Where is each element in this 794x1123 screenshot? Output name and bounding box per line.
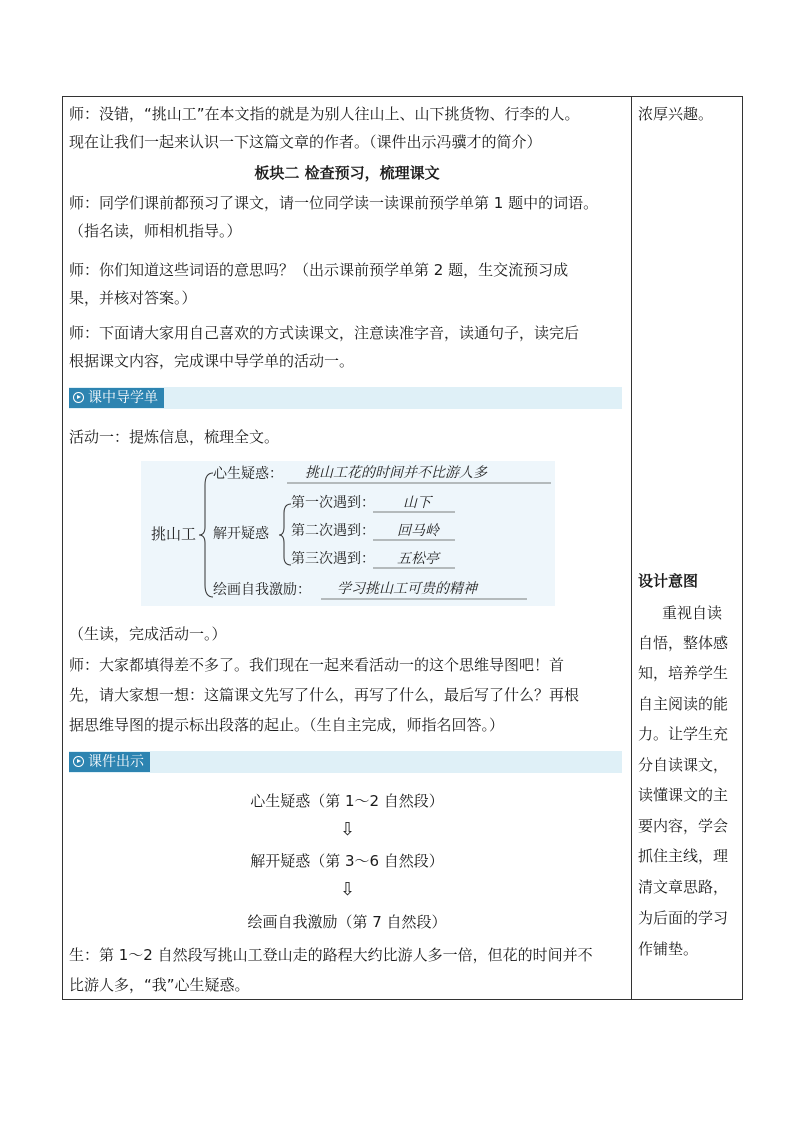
- mind-map: [141, 461, 555, 606]
- section-banner: [69, 387, 622, 409]
- lesson-table: [62, 96, 743, 1000]
- mind-sub-answer: 山下: [403, 495, 431, 511]
- design-line: 抓住主线，理: [638, 847, 729, 865]
- banner-label: 课中导学单: [88, 390, 158, 406]
- paragraph-line: 先，请大家想一想：这篇课文先写了什么，再写了什么，最后写了什么？再根: [69, 686, 580, 704]
- design-line: 重视自读: [662, 604, 723, 622]
- mind-sub-answer: 五松亭: [397, 551, 439, 567]
- paragraph-line: 师：下面请大家用自己喜欢的方式读课文，注意读准字音，读通句子，读完后: [69, 324, 580, 342]
- flow-step: 绘画自我激励（第 7 自然段）: [247, 913, 447, 931]
- design-line: 为后面的学习: [638, 909, 729, 927]
- design-line: 作铺垫。: [638, 940, 699, 958]
- design-line: 读懂课文的主: [638, 786, 729, 804]
- paragraph-line: 生：第 1～2 自然段写挑山工登山走的路程大约比游人多一倍，但花的时间并不: [69, 946, 593, 964]
- design-line: 清文章思路，: [638, 878, 729, 896]
- paragraph-line: 师：大家都填得差不多了。我们现在一起来看活动一的这个思维导图吧！首: [69, 656, 565, 674]
- mind-branch-label: 心生疑惑：: [213, 466, 283, 482]
- design-line: 力。让学生充: [638, 725, 729, 743]
- section-title: 板块二 检查预习，梳理课文: [254, 164, 440, 182]
- paragraph-line: 比游人多，“我”心生疑惑。: [69, 976, 250, 994]
- mind-root: 挑山工: [151, 525, 197, 543]
- design-line: 知，培养学生: [638, 664, 729, 682]
- mind-branch-label: 解开疑惑: [213, 526, 269, 542]
- design-line: 自悟，整体感: [638, 634, 729, 652]
- play-circle-icon: [73, 756, 84, 767]
- activity-title: 活动一：提炼信息，梳理全文。: [69, 428, 280, 446]
- banner-label: 课件出示: [88, 754, 144, 770]
- paragraph-line: 根据课文内容，完成课中导学单的活动一。: [69, 352, 355, 370]
- design-line: 自主阅读的能: [638, 695, 729, 713]
- mind-branch-label: 绘画自我激励：: [213, 582, 311, 598]
- mind-sub-label: 第一次遇到：: [291, 495, 375, 511]
- mind-branch-answer: 学习挑山工可贵的精神: [337, 581, 477, 597]
- mind-branch-answer: 挑山工花的时间并不比游人多: [305, 465, 487, 481]
- paragraph-line: （指名读，师相机指导。）: [69, 222, 242, 240]
- down-arrow-icon: ⇩: [340, 819, 356, 840]
- flow-step: 解开疑惑（第 3～6 自然段）: [250, 852, 444, 870]
- section-banner: [69, 751, 622, 773]
- mind-sub-answer: 回马岭: [397, 523, 439, 539]
- design-column: [632, 97, 744, 999]
- flow-step: 心生疑惑（第 1～2 自然段）: [250, 792, 444, 810]
- paragraph-line: （生读，完成活动一。）: [69, 625, 227, 643]
- banner-tag: [69, 752, 150, 772]
- paragraph-line: 据思维导图的提示标出段落的起止。（生自主完成，师指名回答。）: [69, 716, 505, 734]
- paragraph-line: 师：你们知道这些词语的意思吗？（出示课前预学单第 2 题，生交流预习成: [69, 261, 569, 279]
- design-line: 要内容，学会: [638, 817, 729, 835]
- side-text: 浓厚兴趣。: [638, 105, 714, 123]
- down-arrow-icon: ⇩: [340, 879, 356, 900]
- paragraph-line: 师：同学们课前都预习了课文，请一位同学读一读课前预学单第 1 题中的词语。: [69, 194, 599, 212]
- mind-sub-label: 第二次遇到：: [291, 523, 375, 539]
- banner-tag: [69, 388, 164, 408]
- design-title: 设计意图: [638, 572, 699, 590]
- paragraph-line: 现在让我们一起来认识一下这篇文章的作者。（课件出示冯骥才的简介）: [69, 133, 542, 151]
- play-circle-icon: [73, 392, 84, 403]
- design-line: 分自读课文，: [638, 756, 729, 774]
- paragraph-line: 果，并核对答案。）: [69, 289, 197, 307]
- main-column: [63, 97, 631, 999]
- mind-sub-label: 第三次遇到：: [291, 551, 375, 567]
- paragraph-line: 师：没错，“挑山工”在本文指的就是为别人往山上、山下挑货物、行李的人。: [69, 105, 580, 123]
